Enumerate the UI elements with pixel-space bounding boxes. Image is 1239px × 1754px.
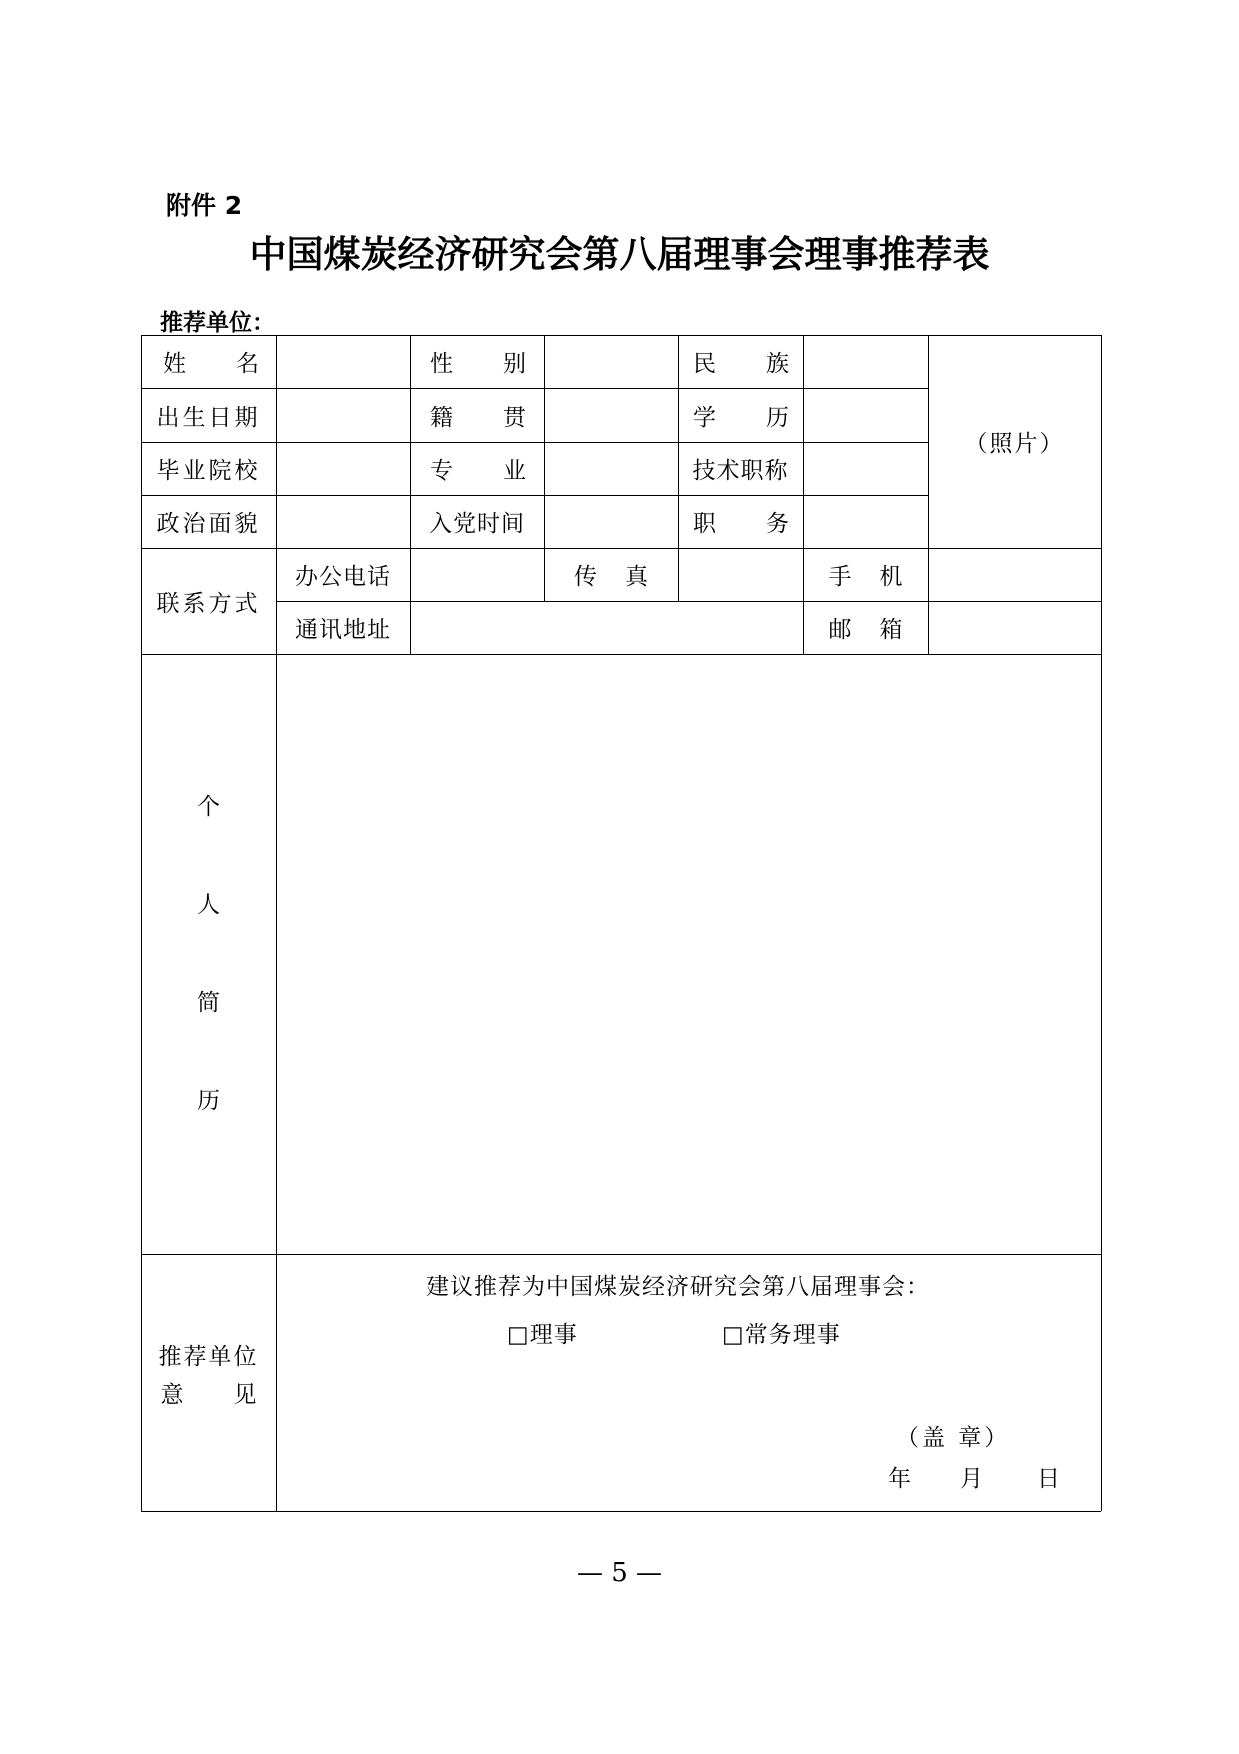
school-input[interactable] bbox=[276, 442, 410, 495]
resume-label bbox=[141, 654, 276, 1254]
major-input[interactable] bbox=[544, 442, 678, 495]
postcode-input[interactable] bbox=[928, 601, 1101, 654]
birth-date-input[interactable] bbox=[276, 388, 410, 442]
table-line bbox=[1101, 335, 1102, 1511]
suggestion-text: 建议推荐为中国煤炭经济研究会第八届理事会： bbox=[426, 1274, 930, 1300]
address-input[interactable] bbox=[410, 601, 803, 654]
education-input[interactable] bbox=[803, 388, 928, 442]
table-line bbox=[141, 1511, 1101, 1512]
name-label: 姓名 bbox=[163, 351, 309, 377]
photo-label: （照片） bbox=[964, 431, 1065, 457]
mobile-input[interactable] bbox=[928, 548, 1101, 601]
opinion-area bbox=[276, 1254, 1101, 1511]
mobile-label: 手机 bbox=[828, 564, 931, 590]
birth-date-label: 出生日期 bbox=[156, 404, 261, 431]
resume-label-char: 历 bbox=[197, 1088, 220, 1114]
name-input[interactable] bbox=[276, 335, 410, 388]
office-phone-label: 办公电话 bbox=[295, 564, 391, 590]
fax-input[interactable] bbox=[678, 548, 803, 601]
day-label: 日 bbox=[1037, 1466, 1060, 1492]
major-label: 专业 bbox=[430, 458, 576, 484]
option-director-checkbox[interactable]: □理事 bbox=[507, 1322, 578, 1348]
political-status-label: 政治面貌 bbox=[156, 511, 261, 537]
technical-title-label: 技术职称 bbox=[692, 458, 789, 484]
resume-label-char: 个 bbox=[197, 794, 220, 820]
ethnicity-label: 民族 bbox=[693, 351, 839, 377]
opinion-label-line2: 意见 bbox=[160, 1382, 307, 1408]
fax-label: 传真 bbox=[574, 564, 676, 590]
option-standing-director-checkbox[interactable]: □常务理事 bbox=[722, 1322, 841, 1348]
party-join-date-label: 入党时间 bbox=[429, 511, 525, 537]
address-label: 通讯地址 bbox=[295, 617, 391, 643]
native-place-label: 籍贯 bbox=[430, 404, 576, 431]
resume-label-char: 人 bbox=[197, 892, 220, 918]
political-status-input[interactable] bbox=[276, 495, 410, 548]
ethnicity-input[interactable] bbox=[803, 335, 928, 388]
postcode-label: 邮箱 bbox=[828, 617, 931, 643]
gender-input[interactable] bbox=[544, 335, 678, 388]
attachment-label: 附件 2 bbox=[166, 191, 243, 220]
party-join-date-input[interactable] bbox=[544, 495, 678, 548]
education-label: 学历 bbox=[693, 404, 839, 431]
position-label: 职务 bbox=[693, 511, 839, 537]
position-input[interactable] bbox=[803, 495, 928, 548]
contact-label: 联系方式 bbox=[156, 590, 261, 617]
gender-label: 性别 bbox=[430, 351, 576, 377]
year-label: 年 bbox=[888, 1466, 911, 1492]
form-title: 中国煤炭经济研究会第八届理事会理事推荐表 bbox=[249, 232, 990, 276]
page-number: — 5 — bbox=[576, 1558, 663, 1588]
recommending-unit-label: 推荐单位： bbox=[160, 310, 275, 336]
month-label: 月 bbox=[960, 1466, 983, 1492]
resume-label-char: 简 bbox=[197, 990, 220, 1016]
office-phone-input[interactable] bbox=[410, 548, 544, 601]
school-label: 毕业院校 bbox=[156, 458, 261, 484]
photo-area[interactable] bbox=[928, 335, 1101, 548]
opinion-label bbox=[141, 1338, 307, 1414]
opinion-label-line1: 推荐单位 bbox=[158, 1344, 259, 1370]
native-place-input[interactable] bbox=[544, 388, 678, 442]
recommendation-form-table bbox=[141, 335, 1101, 1511]
seal-label: （盖 章） bbox=[896, 1425, 1011, 1451]
resume-input[interactable] bbox=[276, 654, 1101, 1254]
technical-title-input[interactable] bbox=[803, 442, 928, 495]
